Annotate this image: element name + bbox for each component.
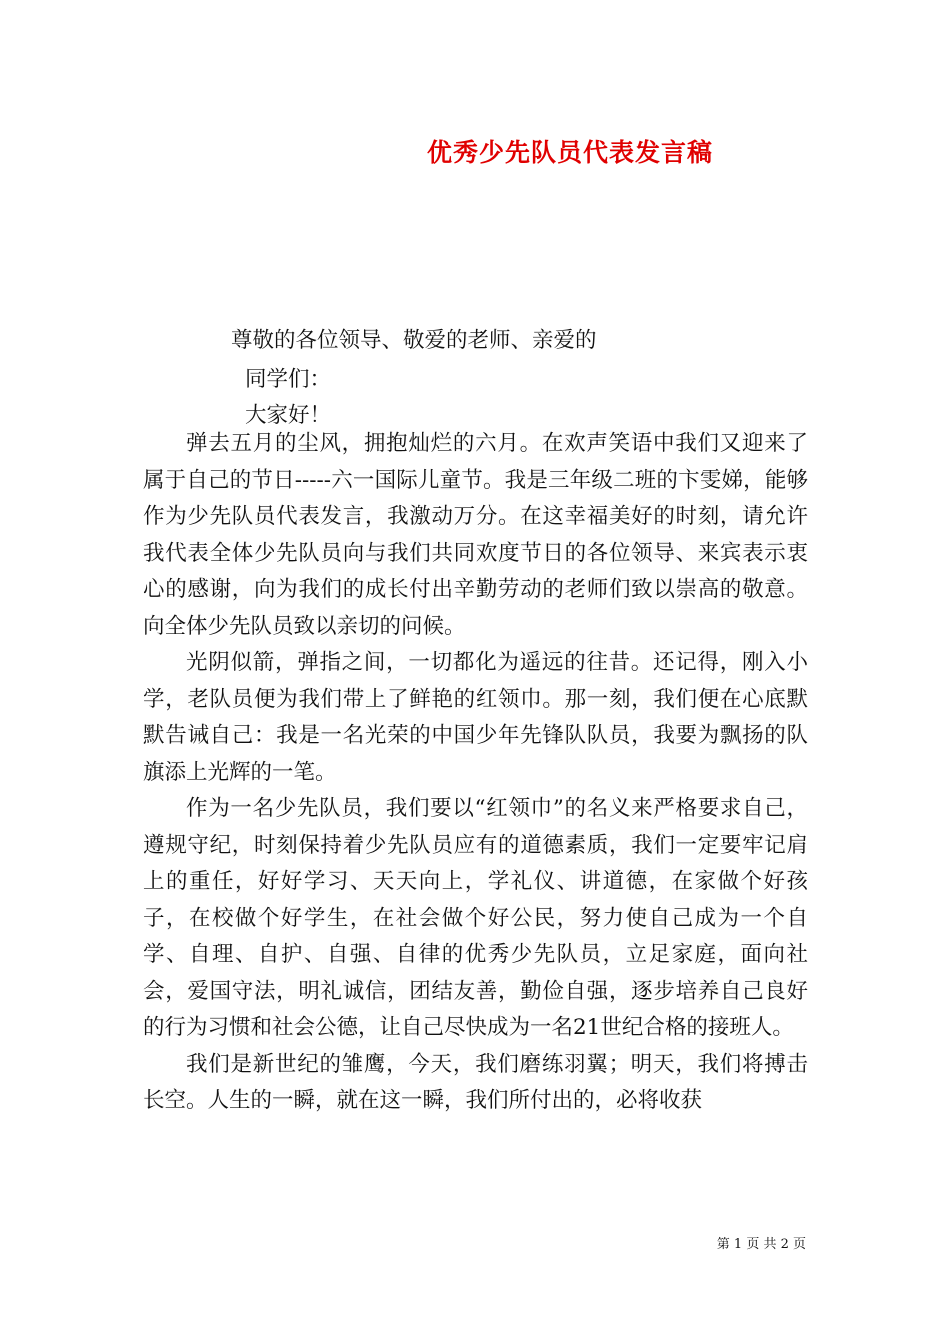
document-title: 优秀少先队员代表发言稿 bbox=[426, 138, 713, 167]
document-body bbox=[143, 426, 808, 1120]
salutation-line-2: 同学们： bbox=[245, 367, 332, 392]
paragraph-3: 作为一名少先队员，我们要以“红领巾”的名义来严格要求自己，遵规守纪，时刻保持着少先队员应有的道德素质，我们一定要牢记肩上的重任，好好学习、天天向上，学礼仪、讲道德，在家做个好孩子，在校做个好学生，在社会做个好公民，努力使自己成为一个自学、自理、自护、自强、自律的优秀少先队员，立足家庭，面向社会，爱国守法，明礼诚信，团结友善，勤俭自强，逐步培养自己良好的行为习惯和社会公德，让自己尽快成为一名21世纪合格的接班人。 bbox=[143, 796, 808, 1040]
paragraph-4: 我们是新世纪的雏鹰，今天，我们磨练羽翼；明天，我们将搏击长空。人生的一瞬，就在这一瞬，我们所付出的，必将收获 bbox=[143, 1051, 808, 1113]
greeting: 大家好！ bbox=[245, 403, 332, 428]
page-footer: 第 1 页 共 2 页 bbox=[716, 1237, 806, 1252]
paragraph-1: 弹去五月的尘风，拥抱灿烂的六月。在欢声笑语中我们又迎来了属于自己的节日-----六一国际儿童节。我是三年级二班的卞雯娣，能够作为少先队员代表发言，我激动万分。在这幸福美好的时刻，请允许我代表全体少先队员向与我们共同欢度节日的各位领导、来宾表示衷心的感谢，向为我们的成长付出辛勤劳动的老师们致以崇高的敬意。向全体少先队员致以亲切的问候。 bbox=[143, 431, 808, 639]
paragraph-2: 光阴似箭，弹指之间，一切都化为遥远的往昔。还记得，刚入小学，老队员便为我们带上了鲜艳的红领巾。那一刻，我们便在心底默默告诫自己：我是一名光荣的中国少年先锋队队员，我要为飘扬的队旗添上光辉的一笔。 bbox=[143, 650, 808, 785]
salutation-line-1: 尊敬的各位领导、敬爱的老师、亲爱的 bbox=[231, 328, 597, 353]
